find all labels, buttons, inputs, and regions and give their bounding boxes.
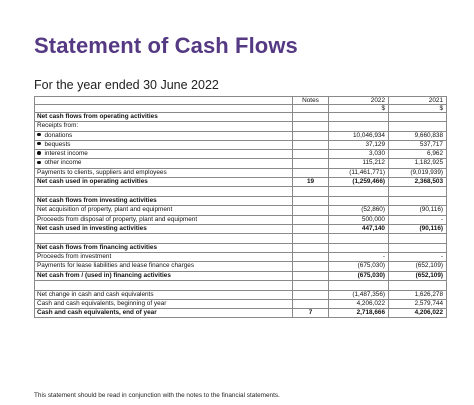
row-note — [293, 140, 329, 149]
row-note — [293, 113, 329, 122]
row-value-2022: 115,212 — [329, 159, 389, 168]
row-note — [293, 243, 329, 252]
row-note — [293, 196, 329, 205]
row-label-text: interest income — [44, 150, 88, 158]
row-note — [293, 187, 329, 197]
unit-2022: $ — [329, 105, 389, 113]
row-label — [35, 234, 293, 244]
row-value-2022 — [329, 113, 389, 122]
row-value-2021: (90,116) — [389, 224, 447, 233]
row-label — [35, 168, 293, 177]
row-value-2022: 37,129 — [329, 140, 389, 149]
row-value-2021 — [389, 187, 447, 197]
table-row — [35, 290, 447, 299]
unit-label-cell — [35, 105, 293, 113]
row-value-2021: 9,660,838 — [389, 131, 447, 140]
blank-row — [35, 280, 447, 290]
row-label — [35, 196, 293, 205]
row-label-text: Net cash used in investing activities — [37, 224, 147, 232]
row-label-text: donations — [44, 131, 73, 139]
row-value-2021: - — [389, 215, 447, 224]
row-value-2022 — [329, 196, 389, 205]
row-value-2022: 4,206,022 — [329, 299, 389, 308]
row-label-text: Cash and cash equivalents, beginning of year — [37, 299, 167, 307]
row-note — [293, 234, 329, 244]
row-value-2021: 2,368,503 — [389, 178, 447, 187]
row-value-2021: 1,182,925 — [389, 159, 447, 168]
table-row — [35, 224, 447, 233]
row-label — [35, 243, 293, 252]
row-value-2022 — [329, 187, 389, 197]
row-value-2022 — [329, 280, 389, 290]
row-value-2022 — [329, 234, 389, 244]
table-unit-row — [35, 105, 447, 113]
row-label — [35, 178, 293, 187]
table-row — [35, 178, 447, 187]
row-note — [293, 262, 329, 271]
blank-row — [35, 234, 447, 244]
row-label — [35, 299, 293, 308]
row-value-2022: 2,718,666 — [329, 309, 389, 318]
row-label — [35, 224, 293, 233]
row-note — [293, 168, 329, 177]
row-note: 7 — [293, 309, 329, 318]
row-value-2021: 6,962 — [389, 150, 447, 159]
row-note — [293, 131, 329, 140]
row-label-text: Net cash from / (used in) financing activities — [37, 271, 171, 279]
unit-notes-cell — [293, 105, 329, 113]
bullet-icon — [37, 133, 41, 137]
row-note — [293, 271, 329, 280]
row-note — [293, 215, 329, 224]
row-value-2021: 2,579,744 — [389, 299, 447, 308]
row-label-text: Net change in cash and cash equivalents — [37, 290, 154, 298]
row-value-2021: 537,717 — [389, 140, 447, 149]
row-label-text: Receipts from: — [37, 122, 79, 130]
row-label-text: Net acquisition of property, plant and equipment — [37, 206, 173, 214]
row-note — [293, 299, 329, 308]
row-label-text: Net cash flows from investing activities — [37, 196, 157, 204]
row-value-2022: (1,259,466) — [329, 178, 389, 187]
row-label-text: Net cash used in operating activities — [37, 178, 148, 186]
table-row — [35, 262, 447, 271]
bullet-icon — [37, 161, 41, 165]
table-row — [35, 196, 447, 205]
row-note — [293, 122, 329, 131]
row-label — [35, 206, 293, 215]
statement-subtitle: For the year ended 30 June 2022 — [34, 78, 219, 92]
row-note — [293, 224, 329, 233]
table-row — [35, 206, 447, 215]
row-value-2021: 4,206,022 — [389, 309, 447, 318]
row-label-text: Payments for lease liabilities and lease finance charges — [37, 262, 195, 270]
row-value-2022: 447,140 — [329, 224, 389, 233]
row-value-2022: 10,046,934 — [329, 131, 389, 140]
row-note — [293, 206, 329, 215]
row-label — [35, 280, 293, 290]
row-value-2022: (675,030) — [329, 262, 389, 271]
table-row — [35, 299, 447, 308]
row-value-2022: (52,860) — [329, 206, 389, 215]
row-label-text: Proceeds from investment — [37, 253, 112, 261]
cash-flow-table — [34, 96, 447, 318]
row-value-2021: - — [389, 253, 447, 262]
row-value-2022: - — [329, 253, 389, 262]
row-value-2021 — [389, 113, 447, 122]
header-label-cell — [35, 97, 293, 105]
row-value-2022: (11,461,771) — [329, 168, 389, 177]
row-value-2022 — [329, 243, 389, 252]
row-label — [35, 122, 293, 131]
bullet-icon — [37, 151, 41, 155]
row-label-text: bequests — [44, 140, 71, 148]
row-label — [35, 131, 293, 140]
row-label — [35, 290, 293, 299]
row-value-2021 — [389, 122, 447, 131]
row-label — [35, 187, 293, 197]
table-header-row — [35, 97, 447, 105]
header-year-2021: 2021 — [389, 97, 447, 105]
row-label-text: other income — [44, 159, 82, 167]
table-row — [35, 122, 447, 131]
row-label-text: Payments to clients, suppliers and employees — [37, 168, 167, 176]
row-label — [35, 309, 293, 318]
table-row — [35, 140, 447, 149]
footnote: This statement should be read in conjunction with the notes to the financial statements. — [34, 392, 280, 399]
row-label-text: Proceeds from disposal of property, plant and equipment — [37, 215, 198, 223]
row-value-2021: (9,019,939) — [389, 168, 447, 177]
row-value-2021 — [389, 243, 447, 252]
row-label — [35, 140, 293, 149]
table-row — [35, 150, 447, 159]
header-year-2022: 2022 — [329, 97, 389, 105]
row-value-2021 — [389, 196, 447, 205]
row-label-text: Net cash flows from operating activities — [37, 113, 158, 120]
row-value-2022: (675,030) — [329, 271, 389, 280]
row-note — [293, 253, 329, 262]
table-row — [35, 271, 447, 280]
row-note — [293, 280, 329, 290]
row-label — [35, 253, 293, 262]
blank-row — [35, 187, 447, 197]
row-note — [293, 159, 329, 168]
row-value-2022: 500,000 — [329, 215, 389, 224]
row-note: 19 — [293, 178, 329, 187]
row-value-2022 — [329, 122, 389, 131]
row-label — [35, 113, 293, 122]
row-value-2021 — [389, 280, 447, 290]
row-value-2021: (652,109) — [389, 262, 447, 271]
row-value-2021 — [389, 234, 447, 244]
table-row — [35, 113, 447, 122]
header-notes: Notes — [293, 97, 329, 105]
table-row — [35, 243, 447, 252]
row-label — [35, 215, 293, 224]
row-note — [293, 150, 329, 159]
row-value-2021: (652,109) — [389, 271, 447, 280]
row-note — [293, 290, 329, 299]
row-label-text: Cash and cash equivalents, end of year — [37, 309, 157, 317]
statement-title: Statement of Cash Flows — [34, 33, 298, 58]
row-value-2022: 3,030 — [329, 150, 389, 159]
unit-2021: $ — [389, 105, 447, 113]
row-value-2021: 1,626,278 — [389, 290, 447, 299]
row-value-2021: (90,116) — [389, 206, 447, 215]
row-label — [35, 262, 293, 271]
row-label — [35, 271, 293, 280]
row-label-text: Net cash flows from financing activities — [37, 243, 158, 251]
row-label — [35, 159, 293, 168]
table-row — [35, 131, 447, 140]
table-row — [35, 159, 447, 168]
table-row — [35, 215, 447, 224]
table-row — [35, 253, 447, 262]
row-value-2022: (1,487,356) — [329, 290, 389, 299]
bullet-icon — [37, 142, 41, 146]
table-row — [35, 168, 447, 177]
row-label — [35, 150, 293, 159]
table-row — [35, 309, 447, 318]
